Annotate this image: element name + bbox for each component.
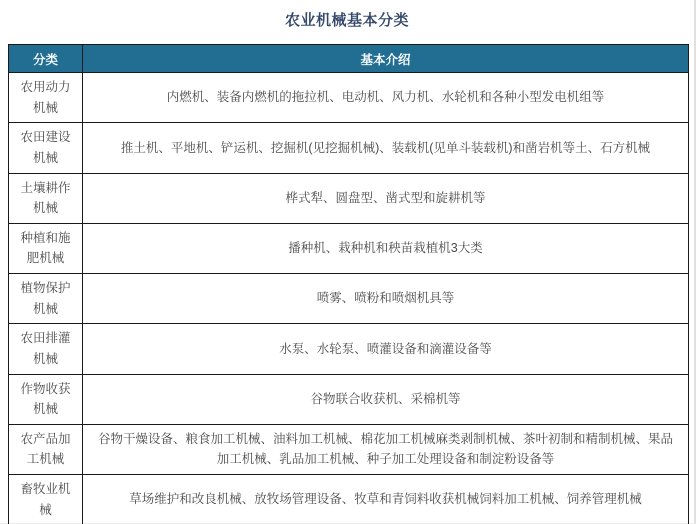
table-row xyxy=(9,274,689,324)
table-row xyxy=(9,223,689,273)
category-cell: 农田排灌机械 xyxy=(9,324,83,374)
table-row xyxy=(9,424,689,474)
page-title: 农业机械基本分类 xyxy=(284,12,409,29)
category-cell: 畜牧业机械 xyxy=(9,475,83,524)
description-cell: 内燃机、装备内燃机的拖拉机、电动机、风力机、水轮机和各种小型发电机组等 xyxy=(83,73,689,123)
description-cell: 桦式犁、圆盘型、凿式型和旋耕机等 xyxy=(83,173,689,223)
description-cell: 推土机、平地机、铲运机、挖掘机(见挖掘机械)、装载机(见单斗装载机)和凿岩机等土、石方机械 xyxy=(83,123,689,173)
category-cell: 种植和施肥机械 xyxy=(9,223,83,273)
category-cell: 作物收获机械 xyxy=(9,374,83,424)
description-cell: 谷物干燥设备、粮食加工机械、油料加工机械、棉花加工机械麻类剥制机械、茶叶初制和精制机械、果品加工机械、乳品加工机械、种子加工处理设备和制淀粉设备等 xyxy=(83,424,689,474)
description-cell: 水泵、水轮泵、喷灌设备和滴灌设备等 xyxy=(83,324,689,374)
table-row xyxy=(9,123,689,173)
description-cell: 谷物联合收获机、采棉机等 xyxy=(83,374,689,424)
table-row xyxy=(9,73,689,123)
header-category: 分类 xyxy=(9,45,83,73)
table-row xyxy=(9,324,689,374)
description-cell: 播种机、栽种机和秧苗栽植机3大类 xyxy=(83,223,689,273)
category-cell: 农用动力机械 xyxy=(9,73,83,123)
category-cell: 农田建设机械 xyxy=(9,123,83,173)
classification-table xyxy=(8,44,689,524)
table-row xyxy=(9,374,689,424)
header-description: 基本介绍 xyxy=(83,45,689,73)
description-cell: 喷雾、喷粉和喷烟机具等 xyxy=(83,274,689,324)
header-row xyxy=(9,45,689,73)
table-row xyxy=(9,173,689,223)
table-body xyxy=(9,73,689,524)
description-cell: 草场维护和改良机械、放牧场管理设备、牧草和青饲料收获机械饲料加工机械、饲养管理机械 xyxy=(83,475,689,524)
category-cell: 农产品加工机械 xyxy=(9,424,83,474)
category-cell: 土壤耕作机械 xyxy=(9,173,83,223)
category-cell: 植物保护机械 xyxy=(9,274,83,324)
table-header xyxy=(9,45,689,73)
table-row xyxy=(9,475,689,524)
